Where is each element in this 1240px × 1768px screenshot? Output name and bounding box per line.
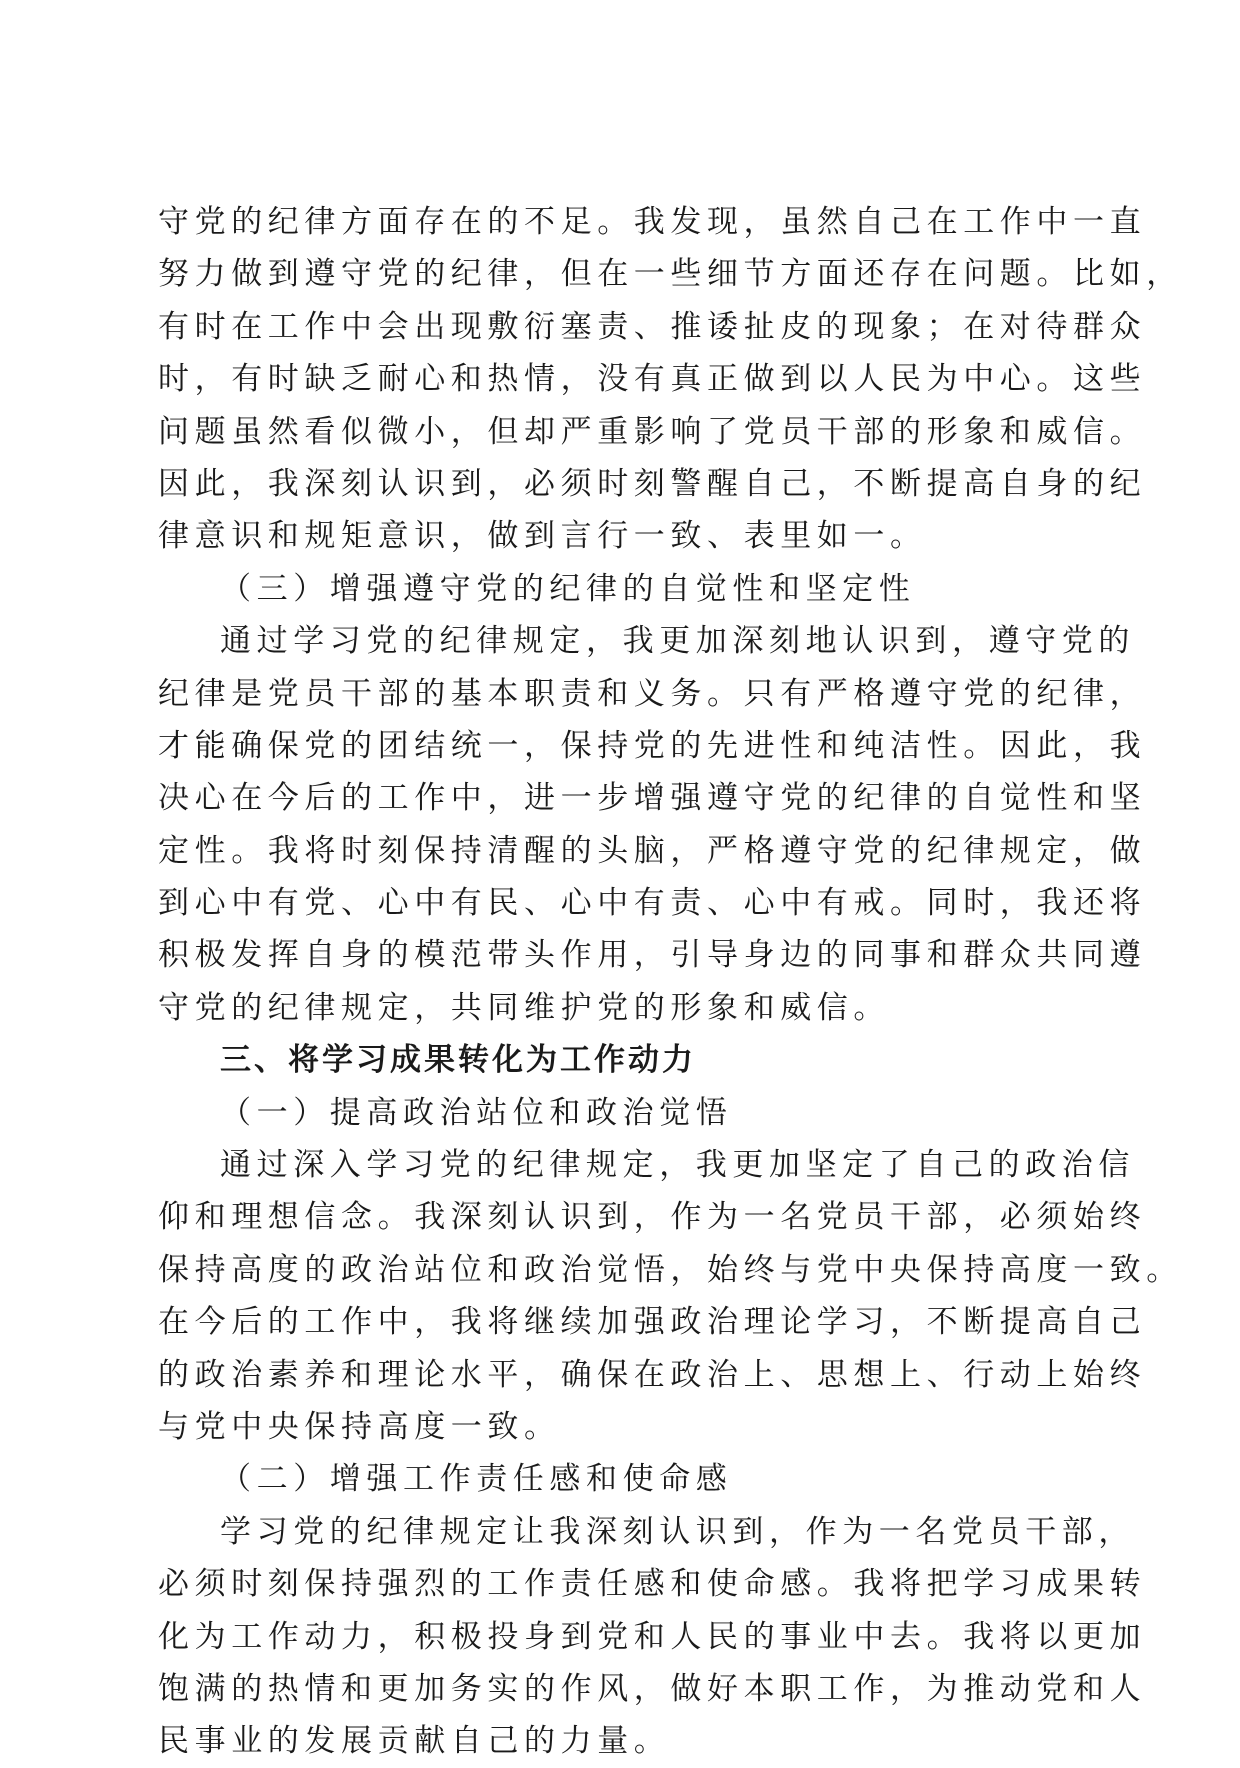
paragraph-line: 定性。我将时刻保持清醒的头脑，严格遵守党的纪律规定，做 bbox=[158, 832, 1147, 869]
subheading-3: （三）增强遵守党的纪律的自觉性和坚定性 bbox=[220, 570, 916, 607]
paragraph-line: 守党的纪律方面存在的不足。我发现，虽然自己在工作中一直 bbox=[158, 204, 1147, 240]
paragraph-line: 仰和理想信念。我深刻认识到，作为一名党员干部，必须始终 bbox=[158, 1199, 1147, 1236]
section-heading-3: 三、将学习成果转化为工作动力 bbox=[220, 1042, 696, 1079]
paragraph-line: 努力做到遵守党的纪律，但在一些细节方面还存在问题。比如， bbox=[158, 256, 1183, 293]
paragraph-line: 律意识和规矩意识，做到言行一致、表里如一。 bbox=[158, 518, 927, 555]
paragraph-line: 到心中有党、心中有民、心中有责、心中有戒。同时，我还将 bbox=[158, 885, 1147, 922]
paragraph-line: 在今后的工作中，我将继续加强政治理论学习，不断提高自己 bbox=[158, 1304, 1147, 1341]
paragraph-line: 必须时刻保持强烈的工作责任感和使命感。我将把学习成果转 bbox=[158, 1566, 1147, 1603]
paragraph-line: 积极发挥自身的模范带头作用，引导身边的同事和群众共同遵 bbox=[158, 937, 1147, 974]
paragraph-line: 的政治素养和理论水平，确保在政治上、思想上、行动上始终 bbox=[158, 1356, 1147, 1393]
paragraph-line: 纪律是党员干部的基本职责和义务。只有严格遵守党的纪律， bbox=[158, 675, 1147, 712]
paragraph-line: 学习党的纪律规定让我深刻认识到，作为一名党员干部， bbox=[220, 1513, 1135, 1550]
paragraph-line: 与党中央保持高度一致。 bbox=[158, 1408, 561, 1445]
document-body bbox=[158, 196, 1183, 1768]
paragraph-line: 才能确保党的团结统一，保持党的先进性和纯洁性。因此，我 bbox=[158, 727, 1147, 764]
paragraph-line: 有时在工作中会出现敷衍塞责、推诿扯皮的现象；在对待群众 bbox=[158, 308, 1147, 345]
paragraph-line: 保持高度的政治站位和政治觉悟，始终与党中央保持高度一致。 bbox=[158, 1251, 1183, 1288]
paragraph-line: 时，有时缺乏耐心和热情，没有真正做到以人民为中心。这些 bbox=[158, 361, 1147, 398]
paragraph-line: 民事业的发展贡献自己的力量。 bbox=[158, 1723, 671, 1760]
paragraph-line: 守党的纪律规定，共同维护党的形象和威信。 bbox=[158, 989, 890, 1026]
paragraph-line: 问题虽然看似微小，但却严重影响了党员干部的形象和威信。 bbox=[158, 413, 1147, 450]
paragraph-line: 化为工作动力，积极投身到党和人民的事业中去。我将以更加 bbox=[158, 1618, 1147, 1655]
paragraph-line: 决心在今后的工作中，进一步增强遵守党的纪律的自觉性和坚 bbox=[158, 780, 1147, 817]
subheading-1: （一）提高政治站位和政治觉悟 bbox=[220, 1094, 733, 1131]
paragraph-line: 通过深入学习党的纪律规定，我更加坚定了自己的政治信 bbox=[220, 1147, 1135, 1184]
paragraph-line: 饱满的热情和更加务实的作风，做好本职工作，为推动党和人 bbox=[158, 1670, 1147, 1707]
subheading-2: （二）增强工作责任感和使命感 bbox=[220, 1461, 733, 1498]
paragraph-line: 因此，我深刻认识到，必须时刻警醒自己，不断提高自身的纪 bbox=[158, 465, 1147, 502]
paragraph-line: 通过学习党的纪律规定，我更加深刻地认识到，遵守党的 bbox=[220, 623, 1135, 660]
